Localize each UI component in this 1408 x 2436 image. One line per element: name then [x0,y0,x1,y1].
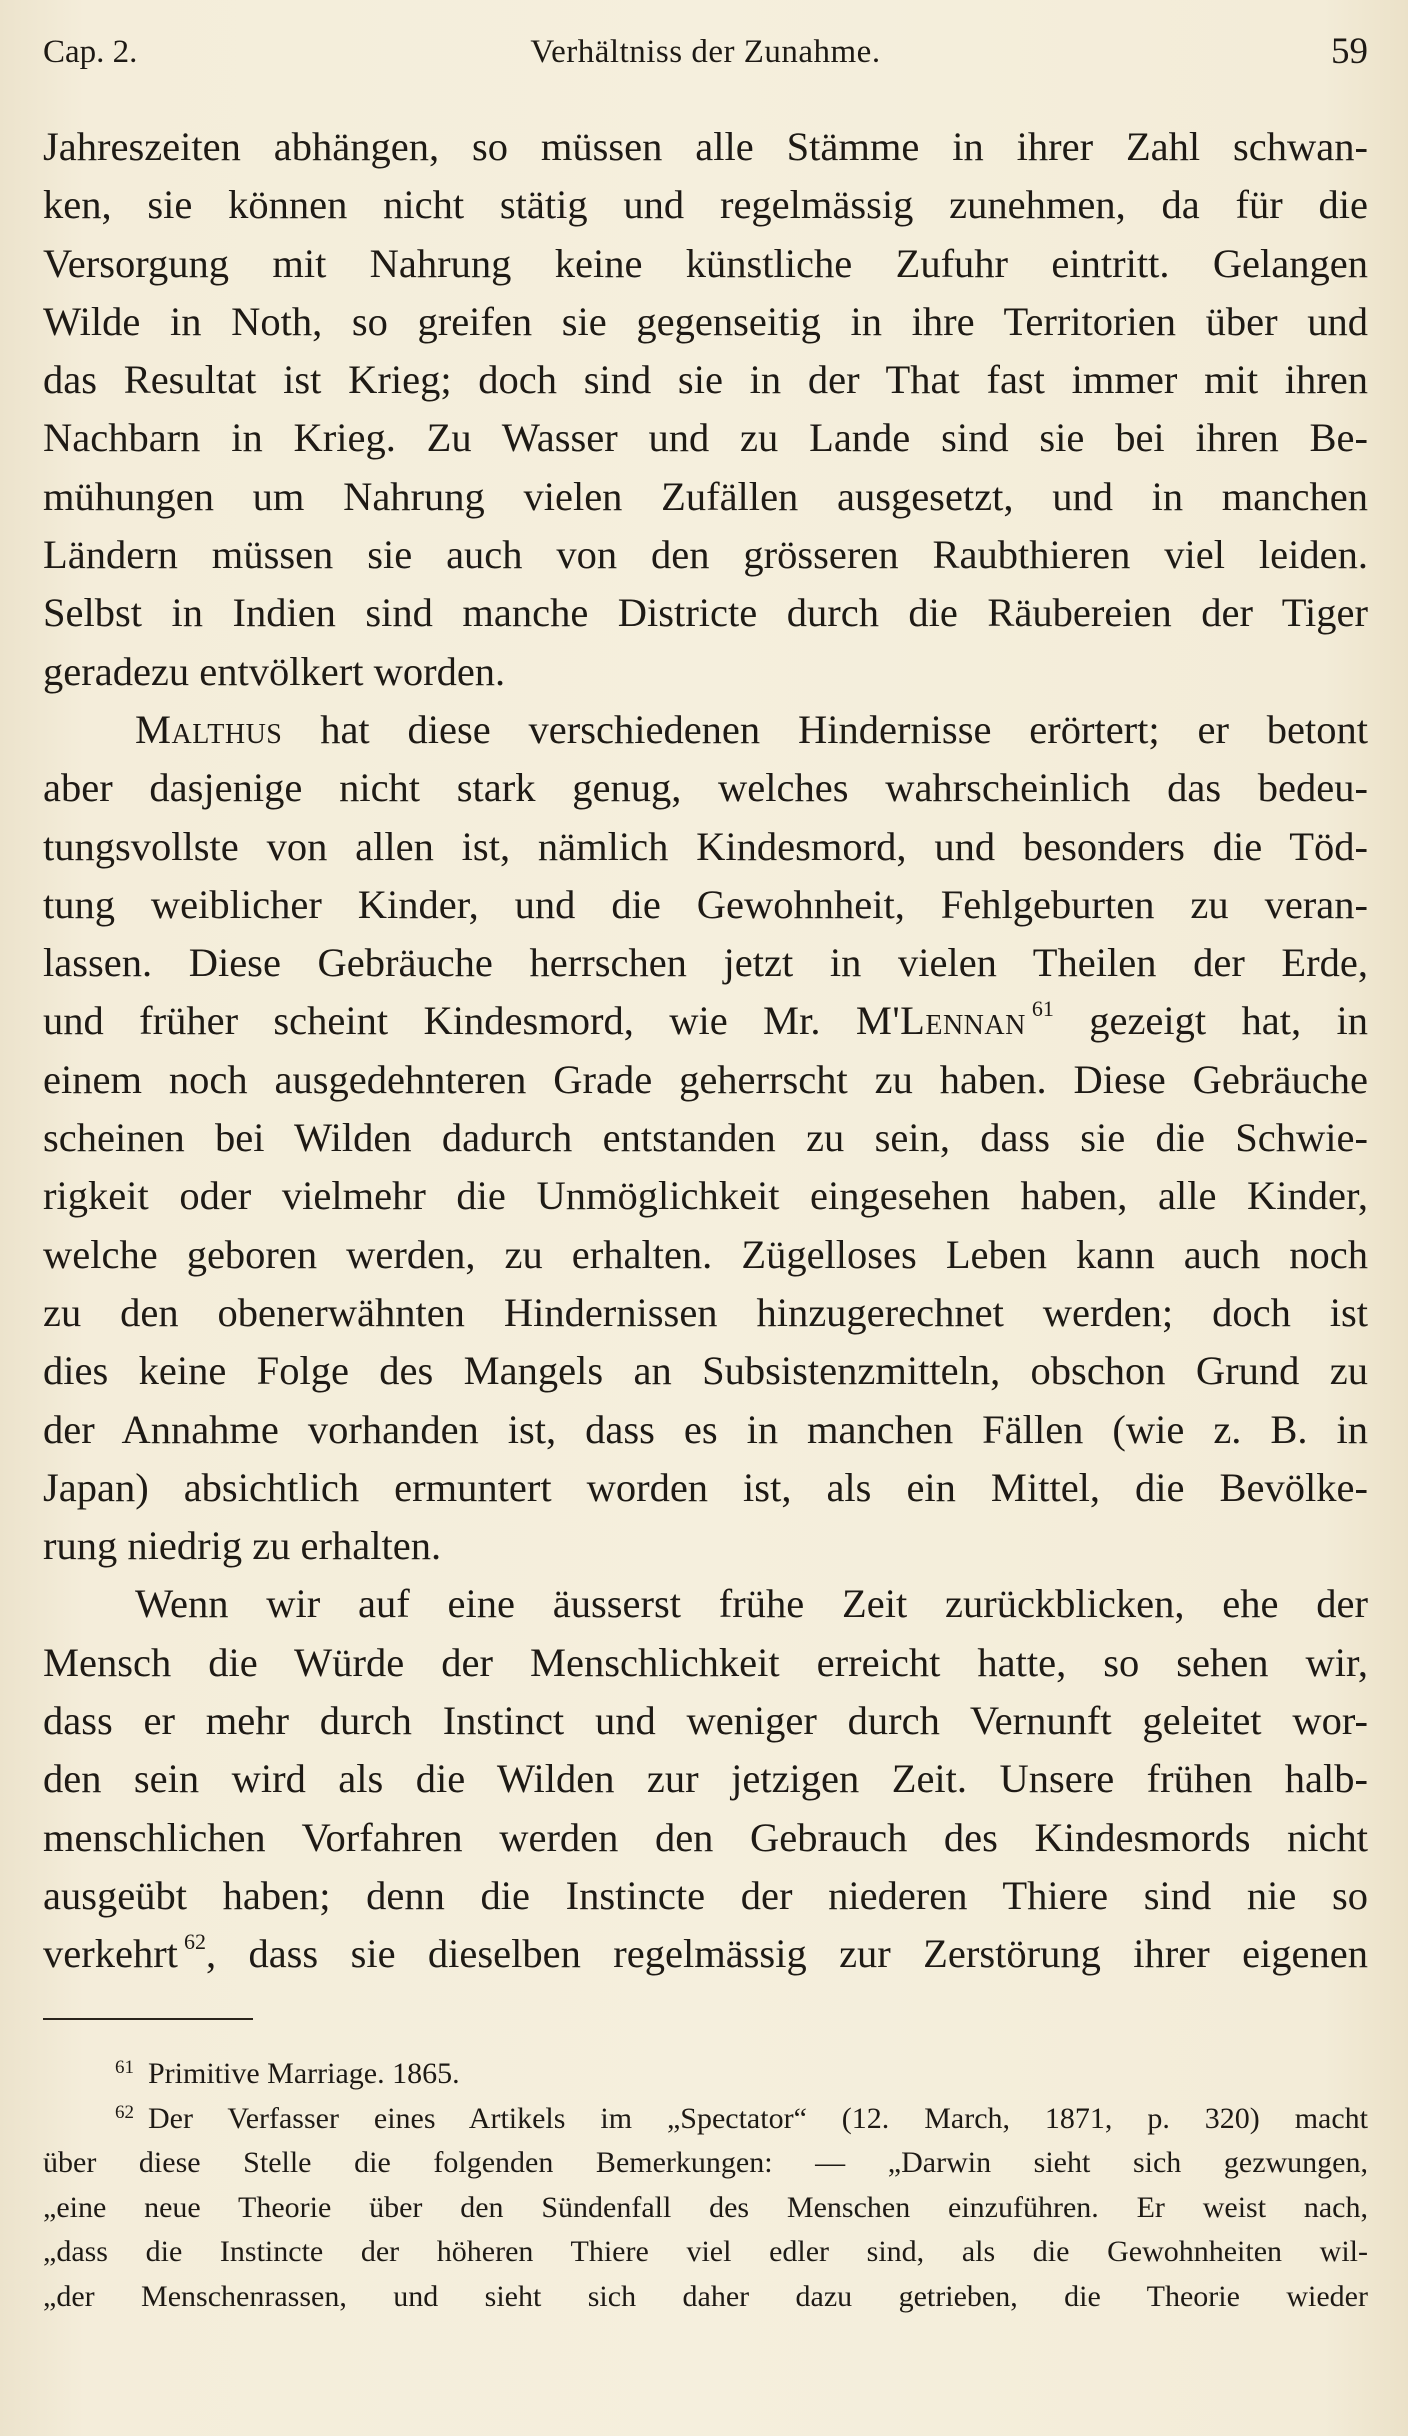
footnote-line: „dass die Instincte der höheren Thiere viel edler sind, als die Gewohnheiten wil- [43,2235,1368,2268]
footnote-line: „eine neue Theorie über den Sündenfall des Menschen einzuführen. Er weist nach, [43,2190,1368,2224]
page-number: 59 [1331,31,1368,72]
body-line: Japan) absichtlich ermuntert worden ist, als ein Mittel, die Bevölke- [43,1464,1368,1510]
footnote-mark: 62 [115,2101,134,2123]
body-line-text: hat diese verschiedenen Hindernisse erörtert; er betont [282,706,1368,752]
body-line-text: verkehrt [43,1931,178,1977]
footnote-mark: 61 [115,2057,134,2078]
body-line: rung niedrig zu erhalten. [43,1523,442,1569]
page-header [43,28,1368,76]
body-line: tung weiblicher Kinder, und die Gewohnheit, Fehlgeburten zu veran- [43,881,1368,927]
body-line-text: , dass sie dieselben regelmässig zur Zerstörung ihrer eigenen [205,1931,1368,1977]
footnote-line: „der Menschenrassen, und sieht sich daher dazu getrieben, die Theorie wieder [43,2279,1368,2313]
body-line: Jahreszeiten abhängen, so müssen alle Stämme in ihrer Zahl schwan- [43,124,1368,169]
body-line: dies keine Folge des Mangels an Subsistenzmitteln, obschon Grund zu [43,1348,1368,1394]
paragraph-opening-line: Wenn wir auf eine äusserst frühe Zeit zurückblicken, ehe der [135,1581,1368,1627]
body-line: rigkeit oder vielmehr die Unmöglichkeit eingesehen haben, alle Kinder, [43,1173,1368,1219]
body-line: menschlichen Vorfahren werden den Gebrauch des Kindesmords nicht [43,1814,1368,1860]
footnote-separator [43,2018,253,2020]
body-line: Versorgung mit Nahrung keine künstliche Zufuhr eintritt. Gelangen [43,240,1368,286]
author-name-mlennan: M'Lennan [855,998,1026,1044]
footnote-text: Primitive Marriage. 1865. [148,2057,460,2090]
footnote-reference-61: 61 [1031,996,1054,1022]
body-line: das Resultat ist Krieg; doch sind sie in der That fast immer mit ihren [43,357,1368,403]
body-line: den sein wird als die Wilden zur jetzigen Zeit. Unsere frühen halb- [43,1756,1368,1802]
footnote-61 [43,2052,1368,2097]
author-name-malthus: Malthus [135,706,283,752]
footnote-62 [43,2097,1368,2142]
body-line: ken, sie können nicht stätig und regelmässig zunehmen, da für die [43,182,1368,228]
body-line-with-reference [43,1925,1368,1983]
body-line: mühungen um Nahrung vielen Zufällen ausgesetzt, und in manchen [43,473,1368,519]
body-line-with-reference [43,992,1368,1050]
body-line: tungsvollste von allen ist, nämlich Kindesmord, und besonders die Töd- [43,823,1368,869]
body-line: Selbst in Indien sind manche Districte durch die Räubereien der Tiger [43,590,1368,636]
body-line: dass er mehr durch Instinct und weniger durch Vernunft geleitet wor- [43,1698,1368,1744]
body-line: lassen. Diese Gebräuche herrschen jetzt in vielen Theilen der Erde, [43,940,1368,986]
body-line: ausgeübt haben; denn die Instincte der niederen Thiere sind nie so [43,1872,1368,1918]
body-line-text: und früher scheint Kindesmord, wie Mr. [43,998,856,1044]
footnotes [43,2052,1368,2319]
body-line: Wilde in Noth, so greifen sie gegenseitig in ihre Territorien über und [43,298,1368,344]
body-line: scheinen bei Wilden dadurch entstanden zu sein, dass sie die Schwie- [43,1115,1368,1161]
body-line: der Annahme vorhanden ist, dass es in manchen Fällen (wie z. B. in [43,1406,1368,1452]
body-line: welche geboren werden, zu erhalten. Zügelloses Leben kann auch noch [43,1231,1368,1277]
body-line: Mensch die Würde der Menschlichkeit erreicht hatte, so sehen wir, [43,1639,1368,1685]
body-line: Ländern müssen sie auch von den grösseren Raubthieren viel leiden. [43,532,1368,578]
body-line: zu den obenerwähnten Hindernissen hinzugerechnet werden; doch ist [43,1289,1368,1335]
footnote-text: Der Verfasser eines Artikels im „Spectator“ (12. March, 1871, p. 320) macht [148,2101,1368,2135]
running-title: Verhältniss der Zunahme. [530,34,881,70]
body-line-text: gezeigt hat, in [1053,998,1368,1044]
body-text [43,118,1368,1984]
chapter-label: Cap. 2. [43,34,138,70]
body-line: geradezu entvölkert worden. [43,648,506,694]
body-line: Nachbarn in Krieg. Zu Wasser und zu Lande sind sie bei ihren Be- [43,415,1368,461]
footnote-reference-62: 62 [183,1929,206,1955]
footnote-line: über diese Stelle die folgenden Bemerkungen: — „Darwin sieht sich gezwungen, [43,2146,1368,2179]
paragraph-opening-line [43,701,1368,759]
body-line: einem noch ausgedehnteren Grade geherrscht zu haben. Diese Gebräuche [43,1056,1368,1102]
body-line: aber dasjenige nicht stark genug, welches wahrscheinlich das bedeu- [43,765,1368,811]
